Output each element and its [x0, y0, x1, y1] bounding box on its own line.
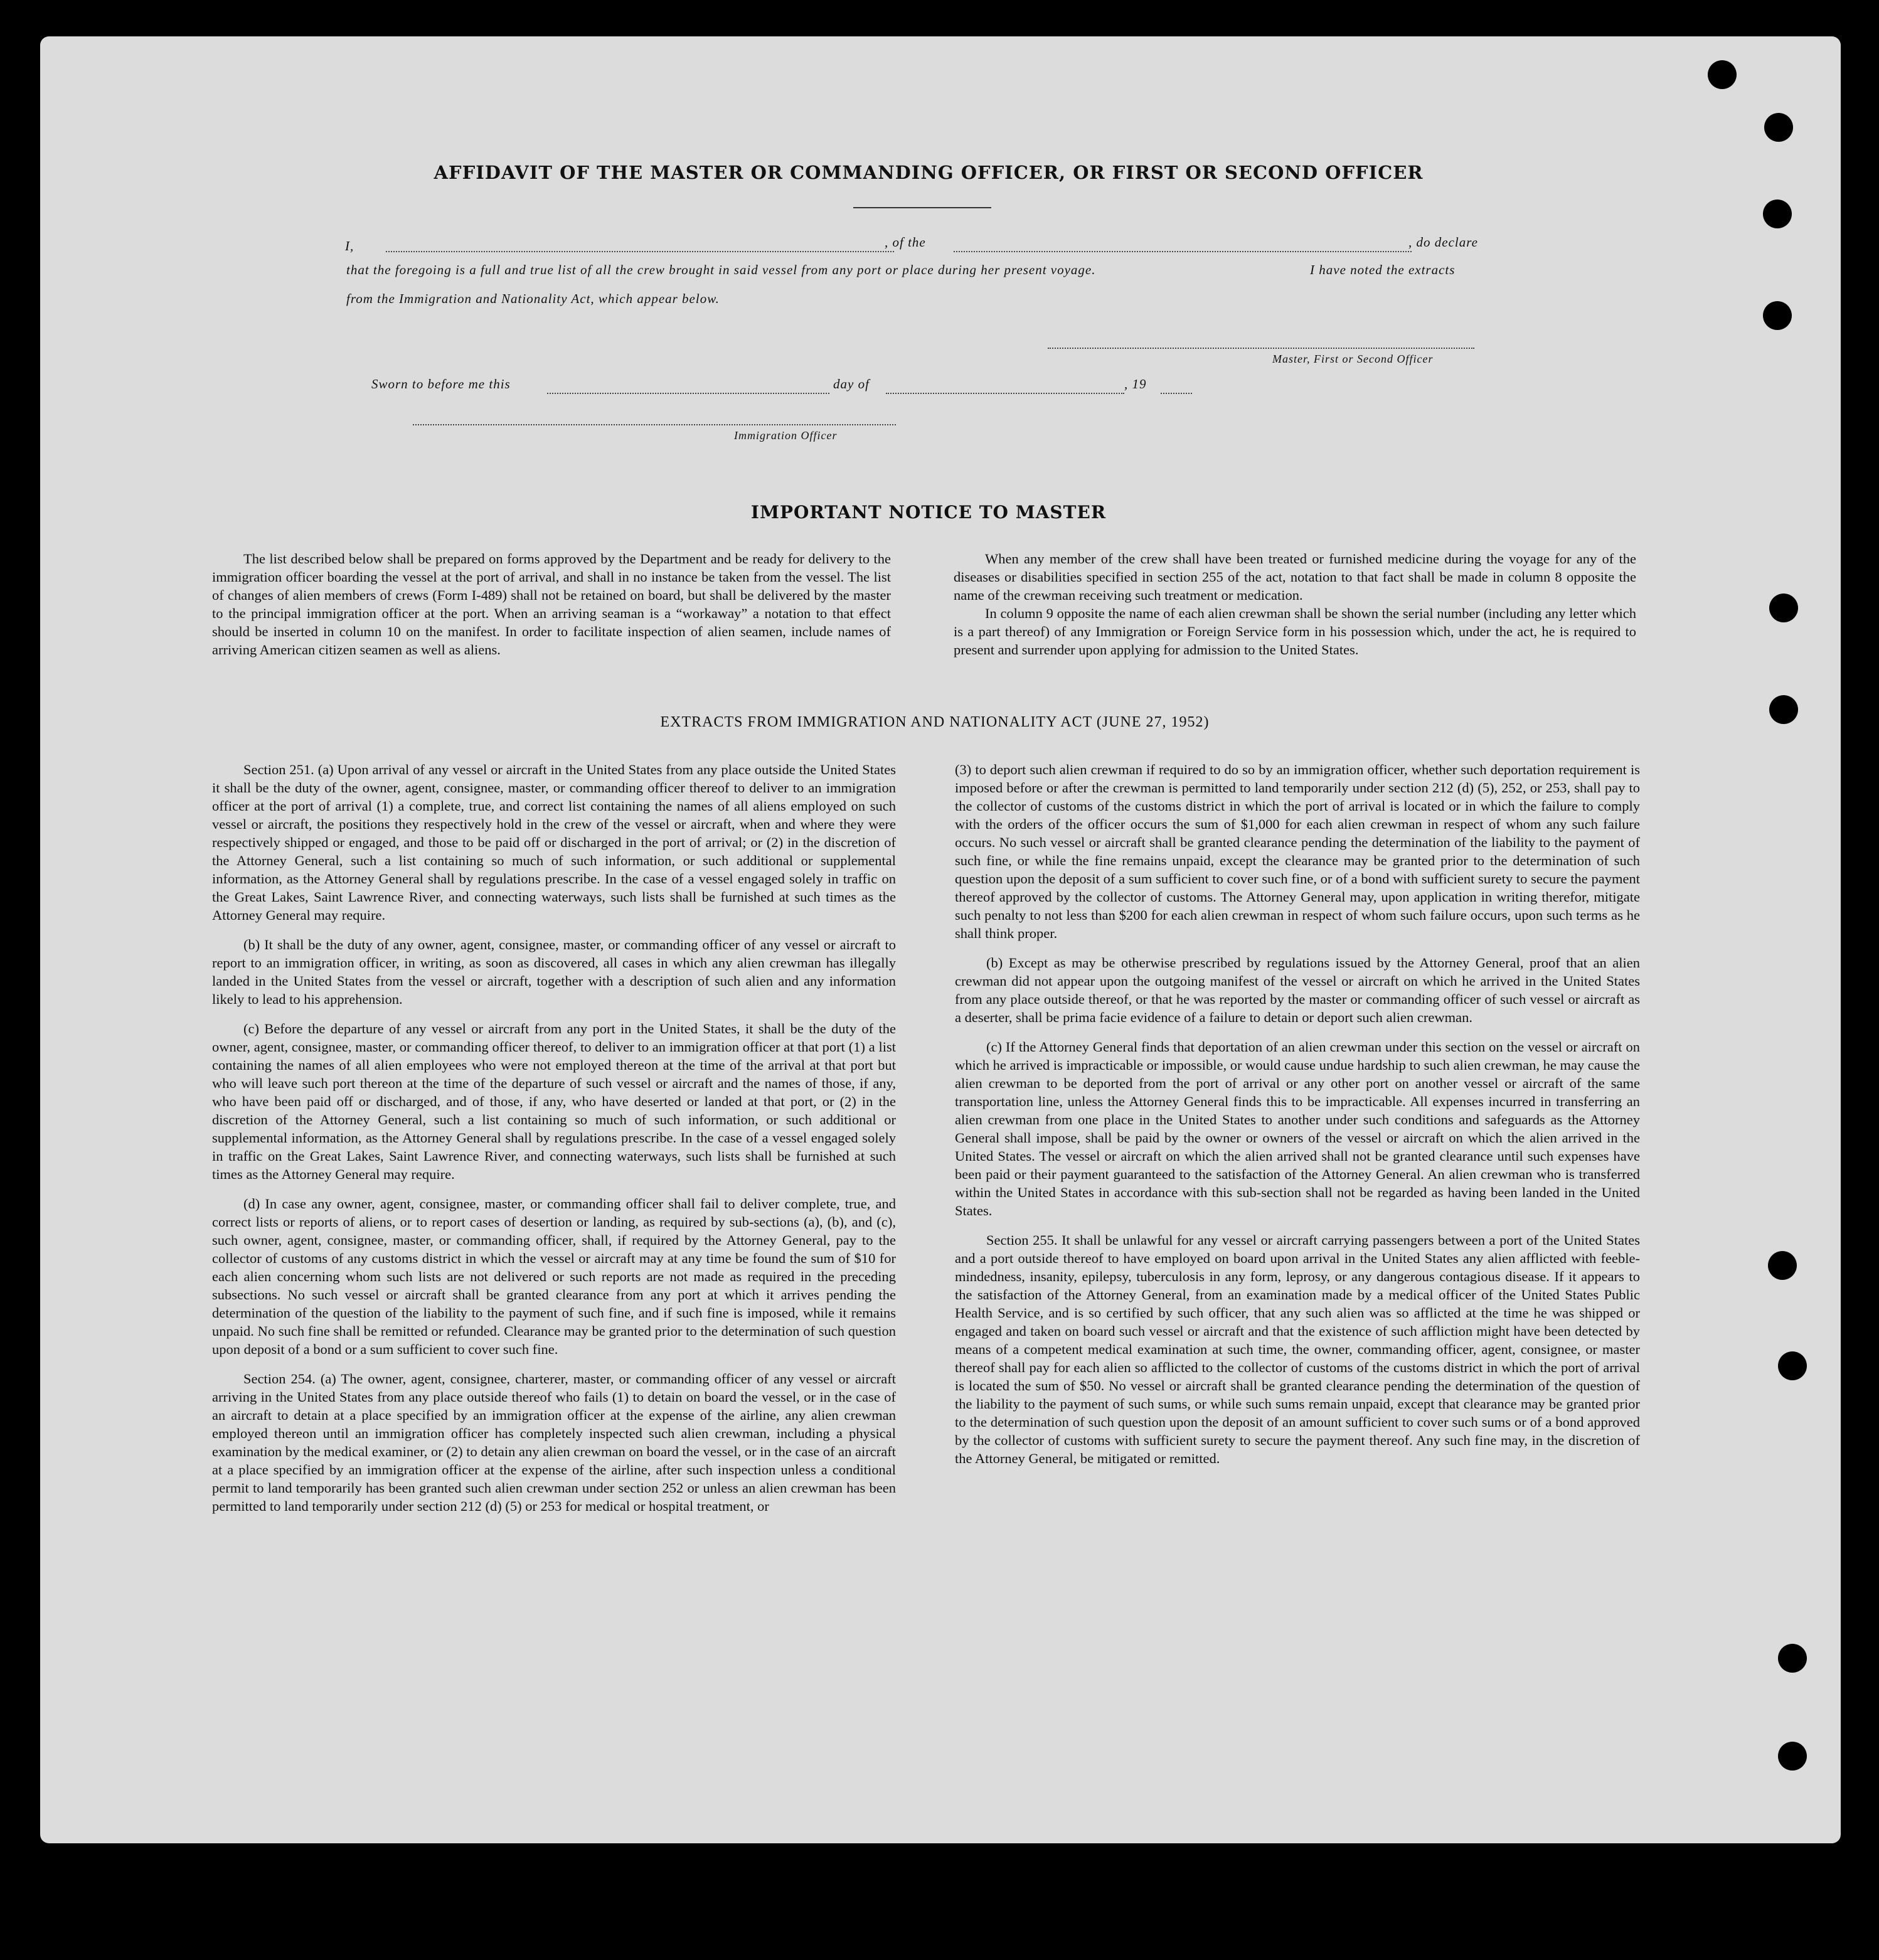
punch-hole [1778, 1644, 1807, 1673]
of-the-label: , of the [885, 235, 926, 250]
vessel-name-field[interactable] [954, 251, 1412, 252]
sworn-day-field[interactable] [547, 393, 829, 394]
declaration-line-3: from the Immigration and Nationality Act, which appear below. [346, 291, 720, 306]
section-254-a: Section 254. (a) The owner, agent, consignee, charterer, master, or commanding officer of any vessel or aircraft arriving in the United States from any place outside thereof who fails (1) to detain on board the vessel, or in the case of an aircraft to detain at a place specified by an immigration officer at the expense of the airline, any alien crewman employed thereon until an immigration officer has completely inspected such alien crewman, including a physical examination by the medical examiner, or (2) to detain any alien crewman on board the vessel, or in the case of an aircraft at a place specified by an immigration officer at the expense of the airline, after such inspection unless a conditional permit to land temporarily has been granted such alien crewman under section 252 or unless an alien crewman has been permitted to land temporarily under section 212 (d) (5) or 253 for medical or hospital treatment, or [212, 1371, 896, 1514]
punch-hole [1778, 1351, 1807, 1380]
punch-hole [1764, 113, 1793, 142]
notice-title: IMPORTANT NOTICE TO MASTER [750, 502, 1107, 523]
year-label: , 19 [1124, 376, 1147, 391]
master-name-field[interactable] [386, 251, 894, 252]
affidavit-title: AFFIDAVIT OF THE MASTER OR COMMANDING OFFICER, OR FIRST OR SECOND OFFICER [434, 162, 1424, 183]
punch-hole [1778, 1742, 1807, 1771]
notice-left-column [212, 550, 891, 670]
section-254-b: (b) Except as may be otherwise prescribed by regulations issued by the Attorney General, proof that an alien crewman did not appear upon the outgoing manifest of the vessel or aircraft on which he arrived in the United States from any place outside thereof, or that he was reported by the master or commanding officer of such vessel or aircraft as a deserter, shall be prima facie evidence of a failure to detain or deport such alien crewman. [955, 955, 1640, 1025]
sworn-month-field[interactable] [886, 393, 1124, 394]
section-251-b: (b) It shall be the duty of any owner, agent, consignee, master, or commanding officer of any vessel or aircraft to report to an immigration officer, in writing, as soon as discovered, all cases in which any alien crewman has illegally landed in the United States from the vessel or aircraft, together with a description of such alien and any information likely to lead to his apprehension. [212, 937, 896, 1007]
notice-left-paragraph: The list described below shall be prepared on forms approved by the Department and be ready for delivery to the immigration officer boarding the vessel at the port of arrival, and shall in no instance be taken from the vessel. The list of changes of alien members of crews (Form I-489) shall not be retained on board, but shall be delivered by the master to the principal immigration officer at the port. When an arriving seaman is a “workaway” a notation to that effect should be inserted in column 10 on the manifest. In order to facilitate inspection of alien seamen, include names of arriving American citizen seamen as well as aliens. [212, 551, 891, 658]
section-251-d: (d) In case any owner, agent, consignee, master, or commanding officer shall fail to deliver complete, true, and correct lists or reports of aliens, or to report cases of desertion or landing, as required by sub-sections (a), (b), and (c), such owner, agent, consignee, master, or commanding officer, shall, if required by the Attorney General, pay to the collector of customs of any customs district in which the vessel or aircraft may at any time be found the sum of $10 for each alien concerning whom such lists are not delivered or such reports are not made as required in the preceding subsections. No such vessel or aircraft shall be granted clearance from any port at which it arrives pending the determination of the question of the liability to the payment of such fine, and if such fine is imposed, while it remains unpaid. No such fine shall be remitted or refunded. Clearance may be granted prior to the determination of such question upon deposit of a bond or a sum sufficient to cover such fine. [212, 1196, 896, 1357]
sworn-label: Sworn to before me this [371, 376, 511, 391]
i-label: I, [345, 238, 354, 253]
section-254-c: (c) If the Attorney General finds that deportation of an alien crewman under this section on the vessel or aircraft on which he arrived is impracticable or impossible, or would cause undue hardship to such alien crewman, he may cause the alien crewman to be deported from the port of arrival or any other port on another vessel or aircraft of the same transportation line, unless the Attorney General finds this to be impracticable. All expenses incurred in transferring an alien crewman from one place in the United States to another under such conditions and safeguards as the Attorney General shall impose, shall be paid by the owner or owners of the vessel or aircraft on which the alien arrived in the United States. The vessel or aircraft on which the alien arrived shall not be granted clearance until such expenses have been paid or their payment guaranteed to the satisfaction of the Attorney General. An alien crewman who is transferred within the United States in accordance with this sub-section shall not be regarded as having been landed in the United States. [955, 1039, 1640, 1218]
punch-hole [1769, 594, 1798, 622]
master-signature-field[interactable] [1048, 348, 1474, 349]
punch-hole [1769, 695, 1798, 724]
section-255: Section 255. It shall be unlawful for any vessel or aircraft carrying passengers between a port of the United States and a port outside thereof to have employed on board upon arrival in the United States any alien afflicted with feeble-mindedness, insanity, epilepsy, tuberculosis in any form, leprosy, or any dangerous contagious disease. If it appears to the satisfaction of the Attorney General, from an examination made by a medical officer of the United States Public Health Service, and is so certified by such officer, that any such alien was so afflicted at the time he was shipped or engaged and taken on board such vessel or aircraft and that the existence of such affliction might have been detected by means of a competent medical examination at such time, the owner, commanding officer, agent, consignee, or master thereof shall pay for each alien so afflicted to the collector of customs of the customs district in which the port of arrival is located the sum of $50. No vessel or aircraft shall be granted clearance pending the determination of the question of the liability to the payment of such sums, or while such sums remain unpaid, except that clearance may be granted prior to the determination of such question upon the deposit of an amount sufficient to cover such sums or of a bond approved by the collector of customs with sufficient surety to secure the payment thereof. Any such fine may, in the discretion of the Attorney General, be mitigated or remitted. [955, 1232, 1640, 1466]
section-251-a: Section 251. (a) Upon arrival of any vessel or aircraft in the United States from any place outside the United States it shall be the duty of the owner, agent, consignee, master, or commanding officer thereof to deliver to an immigration officer at the port of arrival (1) a complete, true, and correct list containing the names of all aliens employed on such vessel or aircraft, the positions they respectively hold in the crew of the vessel or aircraft, when and where they were respectively shipped or engaged, and those to be paid off or discharged in the port of arrival; or (2) in the discretion of the Attorney General, such a list containing so much of such information, or such additional or supplemental information, as the Attorney General shall by regulations prescribe. In the case of a vessel engaged solely in traffic on the Great Lakes, Saint Lawrence River, and connecting waterways, such lists shall be furnished at such times as the Attorney General may require. [212, 762, 896, 923]
notice-right-paragraph-1: When any member of the crew shall have been treated or furnished medicine during the voyage for any of the diseases or disabilities specified in section 255 of the act, notation to that fact shall be made in column 8 opposite the name of the crewman receiving such treatment or medication. [954, 551, 1636, 603]
day-of-label: day of [833, 376, 870, 391]
section-254-a-cont: (3) to deport such alien crewman if required to do so by an immigration officer, whether such deportation requirement is imposed before or after the crewman is permitted to land temporarily under section 212 (d) (5), 252, or 253, shall pay to the collector of customs of the customs district in which the port of arrival is located or in which the failure to comply with the orders of the officer occurs the sum of $1,000 for each alien crewman in respect of whom any such failure occurs. No such vessel or aircraft shall be granted clearance pending the determination of the liability to the payment of such fine, or while the fine remains unpaid, except the clearance may be granted prior to the determination of such question upon the deposit of a sum sufficient to cover such fine, or of a bond with sufficient surety to secure the payment thereof approved by the collector of customs. The Attorney General may, upon application in writing therefor, mitigate such penalty to not less than $200 for each alien crewman in respect of whom such failure occurs, upon such terms as he shall think proper. [955, 762, 1640, 941]
immigration-officer-caption: Immigration Officer [734, 429, 838, 442]
extracts-right-column [955, 760, 1640, 1479]
declaration-line-2-right: I have noted the extracts [1310, 262, 1456, 277]
do-declare-label: , do declare [1408, 235, 1478, 250]
declaration-line-2: that the foregoing is a full and true list of all the crew brought in said vessel from any port or place during her present voyage. [346, 262, 1096, 277]
notice-right-paragraph-2: In column 9 opposite the name of each alien crewman shall be shown the serial number (including any letter which is a part thereof) of any Immigration or Foreign Service form in his possession which, under the act, he is required to present and surrender upon applying for admission to the United States. [954, 605, 1636, 658]
bleed-through-text [1556, 119, 1568, 143]
sworn-year-field[interactable] [1161, 393, 1192, 394]
title-underline [853, 207, 991, 208]
punch-hole [1763, 301, 1792, 330]
immigration-officer-signature-field[interactable] [413, 424, 896, 425]
notice-right-column [954, 550, 1636, 670]
extracts-title: EXTRACTS FROM IMMIGRATION AND NATIONALITY ACT (JUNE 27, 1952) [660, 714, 1210, 730]
punch-hole [1708, 60, 1737, 89]
punch-hole [1768, 1251, 1797, 1280]
extracts-left-column [212, 760, 896, 1526]
section-251-c: (c) Before the departure of any vessel or aircraft from any port in the United States, it shall be the duty of the owner, agent, consignee, master, or commanding officer thereof, to deliver to an immigration officer at that port (1) a list containing the names of all alien employees who were not employed thereon at the time of the arrival at that port but who will leave such port thereon at the time of the departure of such vessel or aircraft and the names of those, if any, who have been paid off or discharged, and of those, if any, who have deserted or landed at that port, or (2) in the discretion of the Attorney General, such a list containing so much of such information, or such additional or supplemental information, as the Attorney General shall by regulations prescribe. In the case of a vessel engaged solely in traffic on the Great Lakes, Saint Lawrence River, and connecting waterways, such lists shall be furnished at such times as the Attorney General may require. [212, 1021, 896, 1182]
punch-hole [1763, 200, 1792, 228]
master-signature-caption: Master, First or Second Officer [1272, 353, 1434, 365]
